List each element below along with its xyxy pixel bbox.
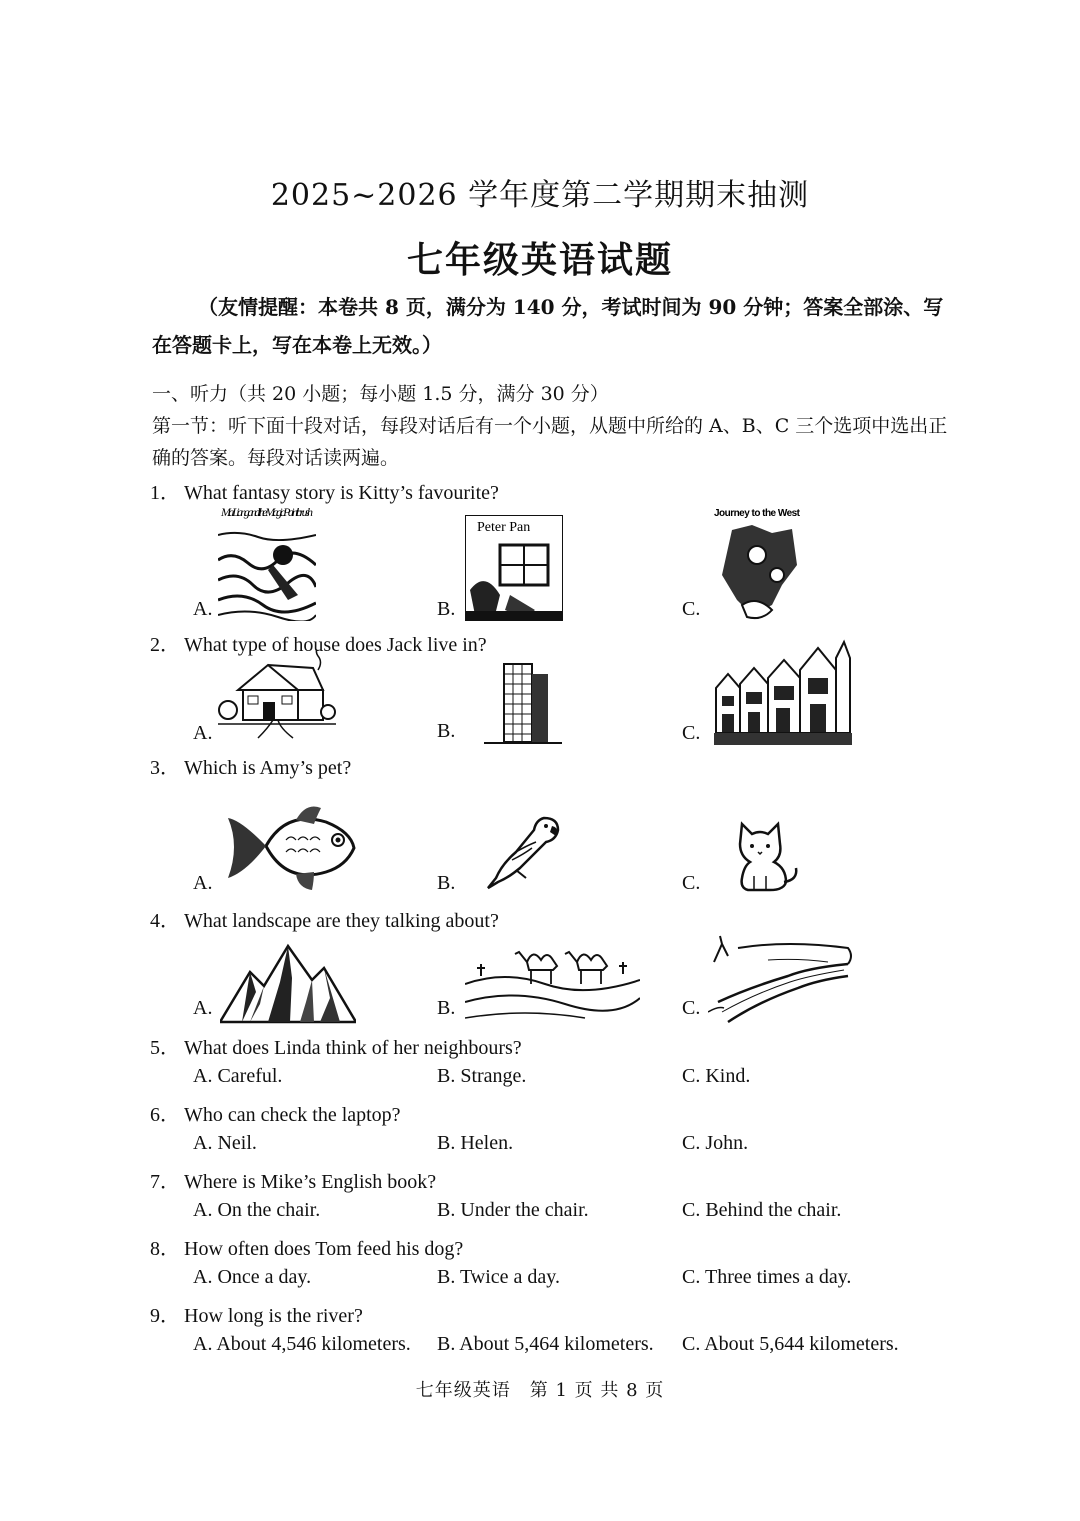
option-b: B. About 5,464 kilometers.: [437, 1333, 654, 1355]
exam-subtitle: 七年级英语试题: [406, 239, 673, 281]
question-text: What fantasy story is Kitty’s favourite?: [184, 482, 499, 504]
option-a: A. Careful.: [193, 1065, 283, 1087]
desert-camels-picture: [465, 940, 640, 1020]
option-label: A.: [193, 872, 213, 894]
option-label: C.: [682, 722, 701, 744]
option-a: A. On the chair.: [193, 1199, 321, 1221]
question-5: [150, 1031, 522, 1060]
option-label: B.: [437, 598, 456, 620]
question-number: 5．: [150, 1037, 180, 1059]
river-picture: [708, 932, 858, 1024]
question-number: 2．: [150, 634, 180, 656]
option-label: A.: [193, 722, 213, 744]
option-a: A. Neil.: [193, 1132, 257, 1154]
question-4: [150, 904, 499, 933]
book-caption: Ma Liang and the Magic Paintbrush: [221, 505, 313, 519]
question-number: 4．: [150, 910, 180, 932]
option-label: A.: [193, 997, 213, 1019]
question-8: [150, 1232, 463, 1261]
peter-pan-book-picture: [465, 515, 563, 621]
book-caption: Journey to the West: [714, 508, 800, 519]
option-b: B. Twice a day.: [437, 1266, 561, 1288]
question-3: [150, 751, 351, 780]
option-label: B.: [437, 872, 456, 894]
option-a: A. About 4,546 kilometers.: [193, 1333, 411, 1355]
question-text: What type of house does Jack live in?: [184, 634, 487, 656]
page-footer: 七年级英语 第 1 页 共 8 页: [415, 1380, 665, 1401]
question-text: What does Linda think of her neighbours?: [184, 1037, 522, 1059]
option-b: B. Under the chair.: [437, 1199, 589, 1221]
question-text: Who can check the laptop?: [184, 1104, 401, 1126]
question-9: [150, 1299, 363, 1328]
option-label: C.: [682, 598, 701, 620]
option-label: C.: [682, 872, 701, 894]
question-6: [150, 1098, 401, 1127]
section-title: 一、听力（共 20 小题；每小题 1.5 分，满分 30 分）: [152, 383, 609, 405]
book-caption: Peter Pan: [477, 520, 531, 535]
magic-paintbrush-book-picture: [218, 505, 316, 621]
question-text: What landscape are they talking about?: [184, 910, 499, 932]
question-text: Where is Mike’s English book?: [184, 1171, 437, 1193]
option-c: C. John.: [682, 1132, 749, 1154]
question-1: [150, 476, 499, 505]
option-c: C. Three times a day.: [682, 1266, 852, 1288]
question-number: 9．: [150, 1305, 180, 1327]
journey-to-the-west-book-picture: [712, 505, 804, 623]
question-number: 1．: [150, 482, 180, 504]
cat-picture: [734, 820, 800, 892]
option-c: C. Kind.: [682, 1065, 751, 1087]
question-text: How long is the river?: [184, 1305, 363, 1327]
option-label: B.: [437, 997, 456, 1019]
row-houses-picture: [714, 638, 852, 746]
option-label: C.: [682, 997, 701, 1019]
option-a: A. Once a day.: [193, 1266, 312, 1288]
part1-instructions: 第一节：听下面十段对话，每段对话后有一个小题，从题中所给的 A、B、C 三个选项中选出正确的答案。每段对话读两遍。: [152, 415, 948, 469]
question-text: Which is Amy’s pet?: [184, 757, 352, 779]
question-number: 6．: [150, 1104, 180, 1126]
option-b: B. Helen.: [437, 1132, 514, 1154]
exam-notice: （友情提醒：本卷共 8 页，满分为 140 分，考试时间为 90 分钟；答案全部涂、写在答题卡上，写在本卷上无效。）: [152, 295, 944, 357]
mountains-picture: [220, 942, 356, 1024]
goldfish-picture: [226, 800, 358, 892]
apartment-tower-picture: [484, 660, 562, 746]
question-7: [150, 1165, 436, 1194]
parrot-picture: [486, 812, 562, 890]
option-c: C. Behind the chair.: [682, 1199, 842, 1221]
option-c: C. About 5,644 kilometers.: [682, 1333, 899, 1355]
question-number: 3．: [150, 757, 180, 779]
option-b: B. Strange.: [437, 1065, 527, 1087]
question-text: How often does Tom feed his dog?: [184, 1238, 464, 1260]
question-number: 7．: [150, 1171, 180, 1193]
cottage-house-picture: [218, 650, 336, 740]
option-label: B.: [437, 720, 456, 742]
exam-title: 2025~2026 学年度第二学期期末抽测: [270, 178, 810, 213]
question-number: 8．: [150, 1238, 180, 1260]
option-label: A.: [193, 598, 213, 620]
